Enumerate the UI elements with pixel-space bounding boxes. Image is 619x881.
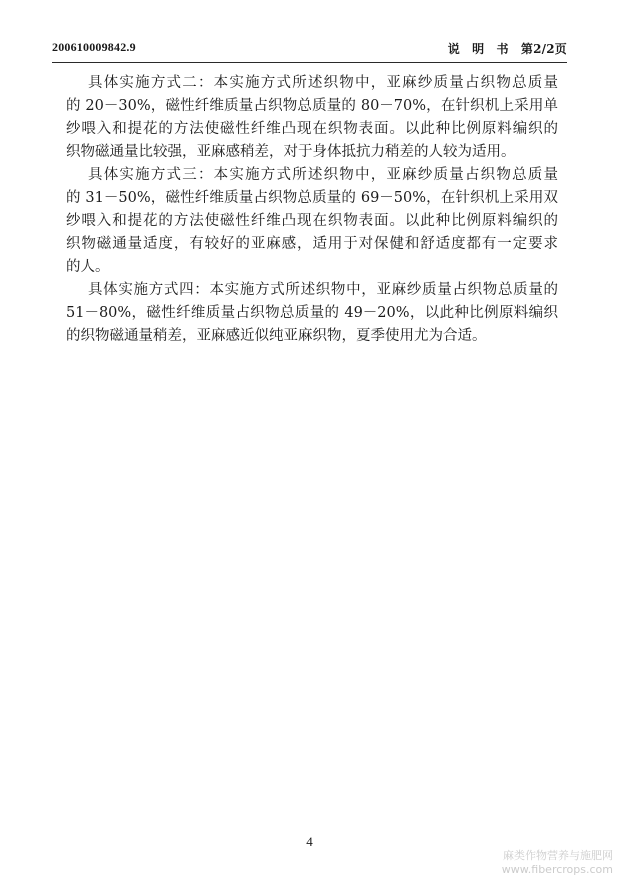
page-header [52,40,567,58]
text-line: 具体实施方式二：本实施方式所述织物中，亚麻纱质量占织物总质量 [88,75,558,91]
paragraph-embodiment-2 [66,72,558,164]
text-line: 织物磁通量适度，有较好的亚麻感，适用于对保健和舒适度都有一定要求 [66,236,558,252]
watermark-url: www.fibercrops.com [501,863,613,876]
watermark-title: 麻类作物营养与施肥网 [503,849,613,862]
text-line: 具体实施方式四：本实施方式所述织物中，亚麻纱质量占织物总质量的 [88,282,558,298]
text-line: 的 31－50%，磁性纤维质量占织物总质量的 69－50%，在针织机上采用双 [66,190,558,206]
text-line: 纱喂入和提花的方法使磁性纤维凸现在织物表面。以此种比例原料编织的 [66,121,558,137]
page-number: 4 [306,834,313,849]
header-divider [52,62,567,63]
text-line: 织物磁通量比较强，亚麻感稍差，对于身体抵抗力稍差的人较为适用。 [66,144,516,160]
paragraph-embodiment-4 [66,279,558,348]
document-body [66,72,558,348]
text-line: 的 20－30%，磁性纤维质量占织物总质量的 80－70%，在针织机上采用单 [66,98,558,114]
text-line: 的人。 [66,259,110,275]
paragraph-embodiment-3 [66,164,558,279]
site-watermark [502,849,613,877]
application-number: 200610009842.9 [52,40,136,54]
text-line: 51－80%，磁性纤维质量占织物总质量的 49－20%，以此种比例原料编织 [66,305,558,321]
text-line: 的织物磁通量稍差，亚麻感近似纯亚麻织物，夏季使用尤为合适。 [66,328,487,344]
document-title-page: 说 明 书 第2/2页 [447,42,567,56]
text-line: 纱喂入和提花的方法使磁性纤维凸现在织物表面。以此种比例原料编织的 [66,213,558,229]
text-line: 具体实施方式三：本实施方式所述织物中，亚麻纱质量占织物总质量 [88,167,558,183]
